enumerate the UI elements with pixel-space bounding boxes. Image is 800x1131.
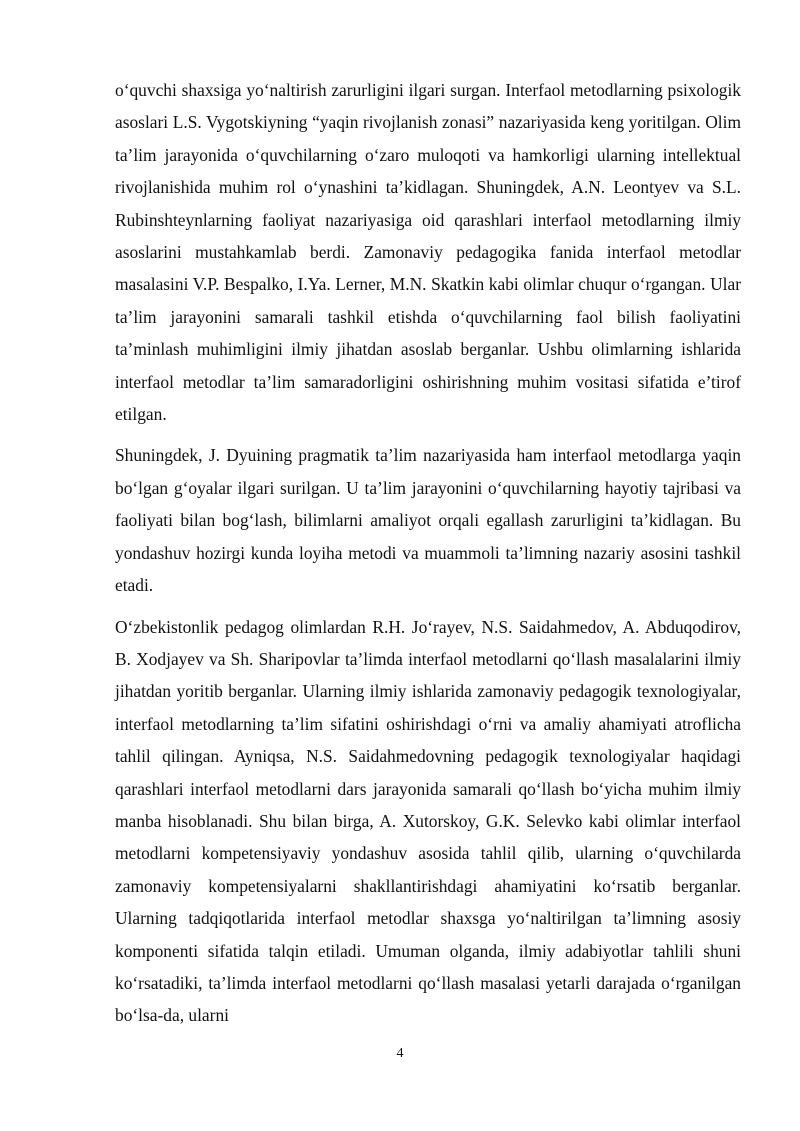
paragraph: O‘zbekistonlik pedagog olimlardan R.H. Jo‘rayev, N.S. Saidahmedov, A. Abduqodirov, B. Xodjayev va Sh. Sharipovlar ta’limda interfaol metodlarni qo‘llash masalalarini ilmiy jihatdan yoritib berganlar. Ularning ilmiy ishlarida zamonaviy pedagogik texnologiyalar, interfaol metodlarning ta’lim sifatini oshirishdagi o‘rni va amaliy ahamiyati atroflicha tahlil qilingan. Ayniqsa, N.S. Saidahmedovning pedagogik texnologiyalar haqidagi qarashlari interfaol metodlarni dars jarayonida samarali qo‘llash bo‘yicha muhim ilmiy manba hisoblanadi. Shu bilan birga, A. Xutorskoy, G.K. Selevko kabi olimlar interfaol metodlarni kompetensiyaviy yondashuv asosida tahlil qilib, ularning o‘quvchilarda zamonaviy kompetensiyalarni shakllantirishdagi ahamiyatini ko‘rsatib berganlar. Ularning tadqiqotlarida interfaol metodlar shaxsga yo‘naltirilgan ta’limning asosiy komponenti sifatida talqin etiladi. Umuman olganda, ilmiy adabiyotlar tahlili shuni ko‘rsatadiki, ta’limda interfaol metodlarni qo‘llash masalasi yetarli darajada o‘rganilgan bo‘lsa-da, ularni: [115, 616, 741, 1026]
paragraph: o‘quvchi shaxsiga yo‘naltirish zarurligini ilgari surgan. Interfaol metodlarning psixologik asoslari L.S. Vygotskiyning “yaqin rivojlanish zonasi” nazariyasida keng yoritilgan. Olim ta’lim jarayonida o‘quvchilarning o‘zaro muloqoti va hamkorligi ularning intellektual rivojlanishida muhim rol o‘ynashini ta’kidlagan. Shuningdek, A.N. Leontyev va S.L. Rubinshteynlarning faoliyat nazariyasiga oid qarashlari interfaol metodlarning ilmiy asoslarini mustahkamlab berdi. Zamonaviy pedagogika fanida interfaol metodlar masalasini V.P. Bespalko, I.Ya. Lerner, M.N. Skatkin kabi olimlar chuqur o‘rgangan. Ular ta’lim jarayonini samarali tashkil etishda o‘quvchilarning faol bilish faoliyatini ta’minlash muhimligini ilmiy jihatdan asoslab berganlar. Ushbu olimlarning ishlarida interfaol metodlar ta’lim samaradorligini oshirishning muhim vositasi sifatida e’tirof etilgan.: [115, 80, 741, 425]
document-body: [115, 74, 741, 1041]
page-number: 4: [396, 1046, 404, 1061]
paragraph: Shuningdek, J. Dyuining pragmatik ta’lim nazariyasida ham interfaol metodlarga yaqin bo‘lgan g‘oyalar ilgari surilgan. U ta’lim jarayonini o‘quvchilarning hayotiy tajribasi va faoliyati bilan bog‘lash, bilimlarni amaliyot orqali egallash zarurligini ta’kidlagan. Bu yondashuv hozirgi kunda loyiha metodi va muammoli ta’limning nazariy asosini tashkil etadi.: [115, 445, 741, 596]
